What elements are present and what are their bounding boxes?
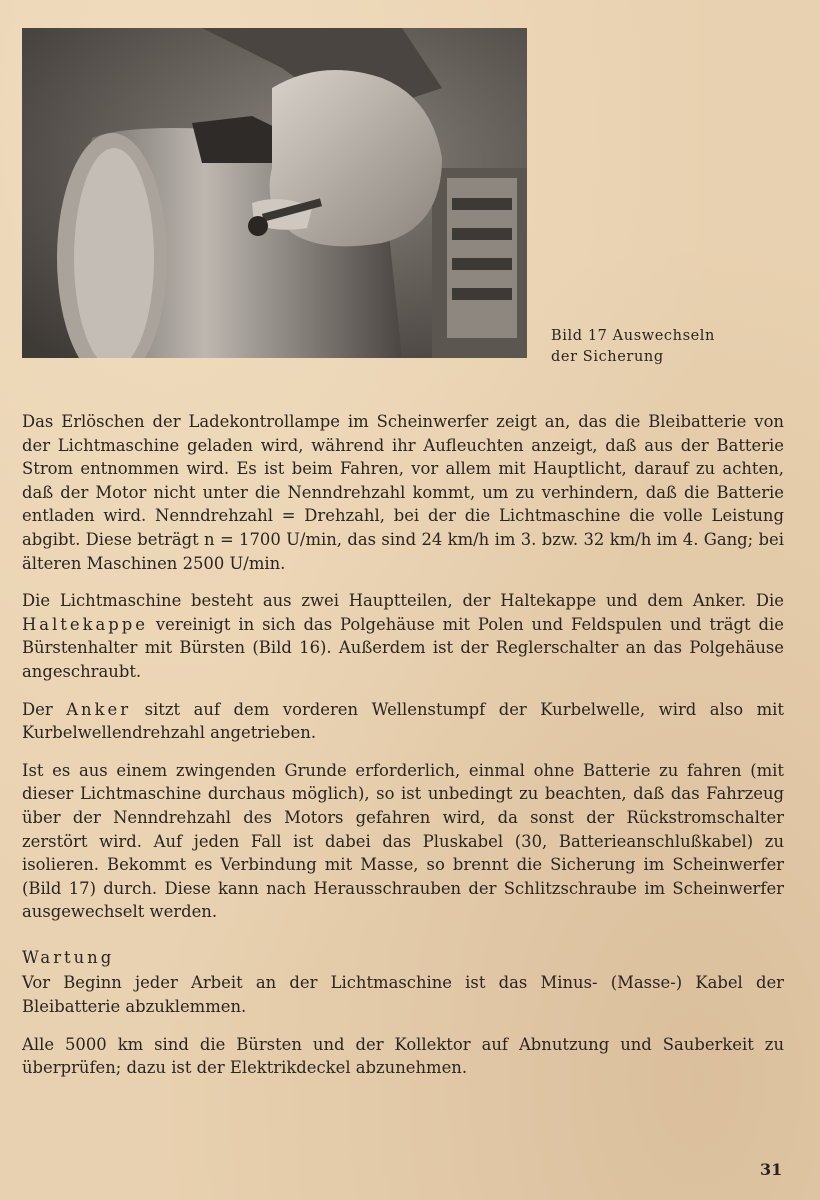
photo-caption bbox=[551, 326, 715, 368]
term-haltekappe: Haltekappe bbox=[22, 614, 148, 634]
paragraph-text: Der bbox=[22, 699, 67, 719]
term-anker: Anker bbox=[66, 699, 132, 719]
paragraph-text: Die Lichtmaschine besteht aus zwei Hauptteilen, der Haltekappe und dem Anker. Die bbox=[22, 591, 784, 611]
paragraph-disconnect-cable: Vor Beginn jeder Arbeit an der Lichtmaschine ist das Minus- (Masse-) Kabel der Bleibatterie abzuklemmen. bbox=[22, 973, 784, 1017]
paragraph-without-battery: Ist es aus einem zwingenden Grunde erforderlich, einmal ohne Batterie zu fahren (mit dieser Lichtmaschine durchaus möglich), so ist unbedingt zu beachten, daß das Fahrzeug über der Nenndrehzahl des Motors gefahren wird, da sonst der Rückstromschalter zerstört wird. Auf jeden Fall ist dabei das Pluskabel (30, Batterieanschlußkabel) zu isolieren. Bekommt es Verbindung mit Masse, so brennt die Sicherung im Scheinwerfer (Bild 17) durch. Diese kann nach Herausschrauben der Schlitzschraube im Scheinwerfer ausgewechselt werden. bbox=[22, 760, 784, 922]
caption-line-2: der Sicherung bbox=[551, 349, 664, 365]
body-text bbox=[22, 410, 784, 1094]
paragraph-generator-parts bbox=[22, 589, 784, 683]
paragraph-text: sitzt auf dem vorderen Wellenstumpf der Kurbelwelle, wird also mit Kurbelwellendrehzahl angetrieben. bbox=[22, 699, 785, 743]
paragraph-charge-lamp: Das Erlöschen der Ladekontrollampe im Scheinwerfer zeigt an, das die Bleibatterie von der Lichtmaschine geladen wird, während ihr Aufleuchten anzeigt, daß aus der Batterie Strom entnommen wird. Es ist beim Fahren, vor allem mit Hauptlicht, darauf zu achten, daß der Motor nicht unter die Nenndrehzahl kommt, um zu verhindern, daß die Batterie entladen wird. Nenndrehzahl = Drehzahl, bei der die Lichtmaschine die volle Leistung abgibt. Diese beträgt n = 1700 U/min, das sind 24 km/h im 3. bzw. 32 km/h im 4. Gang; bei älteren Maschinen 2500 U/min. bbox=[22, 412, 784, 573]
caption-line-1: Bild 17 Auswechseln bbox=[551, 328, 715, 344]
page-number: 31 bbox=[760, 1160, 783, 1179]
section-heading-wartung: Wartung bbox=[22, 947, 115, 967]
photo-illustration bbox=[22, 28, 527, 358]
photo-fuse-replacement bbox=[22, 28, 527, 358]
paragraph-inspection-interval: Alle 5000 km sind die Bürsten und der Kollektor auf Abnutzung und Sauberkeit zu überprüfen; dazu ist der Elektrikdeckel abzunehmen. bbox=[22, 1034, 784, 1078]
paragraph-text: vereinigt in sich das Polgehäuse mit Polen und Feldspulen und trägt die Bürstenhalter mit Bürsten (Bild 16). Außerdem ist der Reglerschalter an das Polgehäuse angeschraubt. bbox=[22, 614, 784, 681]
paragraph-armature bbox=[22, 698, 784, 745]
